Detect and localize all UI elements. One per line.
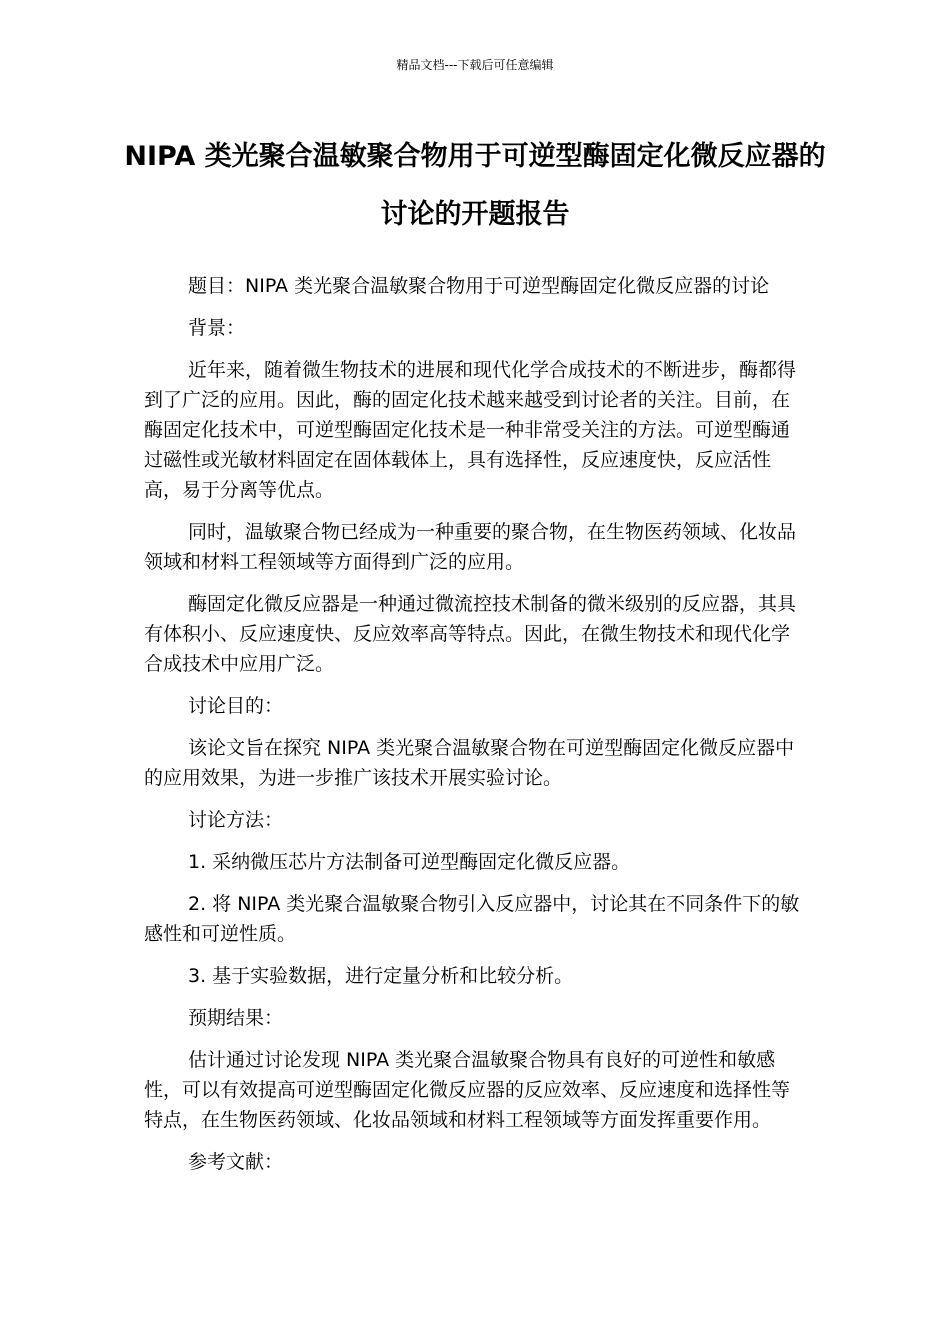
paragraph-background-2: 同时，温敏聚合物已经成为一种重要的聚合物，在生物医药领域、化妆品领域和材料工程领域等方面得到广泛的应用。	[144, 521, 797, 573]
heading-purpose: 讨论目的：	[188, 695, 284, 717]
paragraph-expected-results: 估计通过讨论发现 NIPA 类光聚合温敏聚合物具有良好的可逆性和敏感性，可以有效提高可逆型酶固定化微反应器的反应效率、反应速度和选择性等特点，在生物医药领域、化妆品领域和材料工程领域等方面发挥重要作用。	[144, 1049, 791, 1131]
header-note: 精品文档---下载后可任意编辑	[396, 58, 554, 72]
heading-expected-results: 预期结果：	[188, 1007, 284, 1029]
paragraph-purpose: 该论文旨在探究 NIPA 类光聚合温敏聚合物在可逆型酶固定化微反应器中的应用效果，为进一步推广该技术开展实验讨论。	[144, 737, 795, 789]
method-item-1: 1. 采纳微压芯片方法制备可逆型酶固定化微反应器。	[188, 851, 631, 873]
heading-references: 参考文献：	[188, 1151, 284, 1173]
method-item-2: 2. 将 NIPA 类光聚合温敏聚合物引入反应器中，讨论其在不同条件下的敏感性和可逆性质。	[144, 893, 800, 945]
heading-background: 背景：	[188, 317, 246, 339]
paragraph-background-1: 近年来，随着微生物技术的进展和现代化学合成技术的不断进步，酶都得到了广泛的应用。因此，酶的固定化技术越来越受到讨论者的关注。目前，在酶固定化技术中，可逆型酶固定化技术是一种非常受关注的方法。可逆型酶通过磁性或光敏材料固定在固体载体上，具有选择性，反应速度快，反应活性高，易于分离等优点。	[144, 359, 797, 501]
document-body	[144, 271, 808, 1189]
heading-methods: 讨论方法：	[188, 809, 284, 831]
document-title: NIPA 类光聚合温敏聚合物用于可逆型酶固定化微反应器的讨论的开题报告	[124, 141, 826, 230]
method-item-3: 3. 基于实验数据，进行定量分析和比较分析。	[188, 965, 574, 987]
paragraph-topic: 题目：NIPA 类光聚合温敏聚合物用于可逆型酶固定化微反应器的讨论	[188, 275, 770, 297]
paragraph-background-3: 酶固定化微反应器是一种通过微流控技术制备的微米级别的反应器，其具有体积小、反应速度快、反应效率高等特点。因此，在微生物技术和现代化学合成技术中应用广泛。	[144, 593, 797, 675]
